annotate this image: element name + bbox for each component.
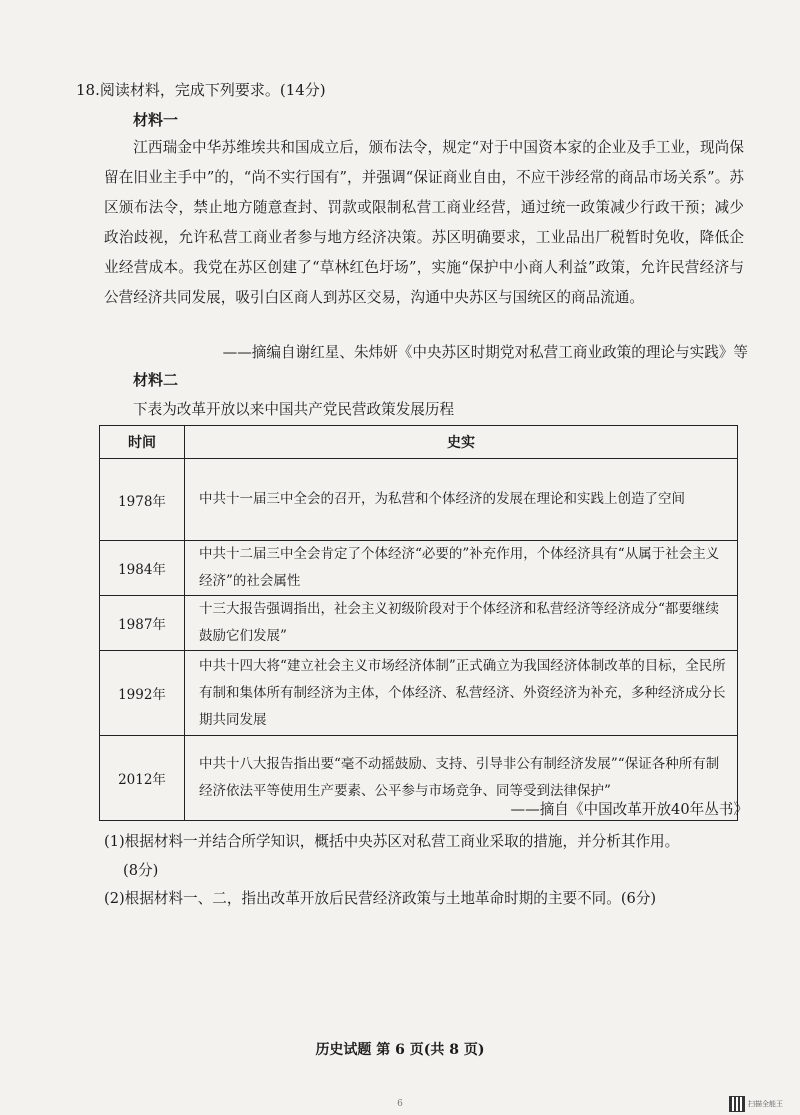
table-header-row xyxy=(100,426,738,459)
row-fact: 中共十一届三中全会的召开，为私营和个体经济的发展在理论和实践上创造了空间 xyxy=(185,459,738,541)
row-fact: 十三大报告强调指出，社会主义初级阶段对于个体经济和私营经济等经济成分“都要继续鼓励它们发展” xyxy=(185,596,738,651)
material2-title: 材料二 xyxy=(133,371,179,389)
table-row xyxy=(100,596,738,651)
qr-code-icon xyxy=(729,1096,745,1112)
table-row xyxy=(100,459,738,541)
row-fact: 中共十二届三中全会肯定了个体经济“必要的”补充作用，个体经济具有“从属于社会主义经济”的社会属性 xyxy=(185,541,738,596)
material1-source: ——摘编自谢红星、朱炜妍《中央苏区时期党对私营工商业政策的理论与实践》等 xyxy=(222,344,748,361)
page-number: 6 xyxy=(397,1099,403,1109)
sub-question-1: (1)根据材料一并结合所学知识，概括中央苏区对私营工商业采取的措施，并分析其作用。 xyxy=(104,833,680,850)
row-year: 1992年 xyxy=(100,651,185,736)
row-year: 1987年 xyxy=(100,596,185,651)
material1-title: 材料一 xyxy=(133,111,179,129)
table-row xyxy=(100,651,738,736)
header-time: 时间 xyxy=(100,426,185,459)
row-fact: 中共十八大报告指出要“毫不动摇鼓励、支持、引导非公有制经济发展”“保证各种所有制经济依法平等使用生产要素、公平参与市场竞争、同等受到法律保护” xyxy=(185,736,738,821)
policy-history-table xyxy=(99,425,738,821)
row-year: 2012年 xyxy=(100,736,185,821)
stamp-text: 扫描全能王 xyxy=(748,1100,783,1108)
row-fact: 中共十四大将“建立社会主义市场经济体制”正式确立为我国经济体制改革的目标，全民所有制和集体所有制经济为主体，个体经济、私营经济、外资经济为补充，多种经济成分长期共同发展 xyxy=(185,651,738,736)
material2-intro: 下表为改革开放以来中国共产党民营政策发展历程 xyxy=(133,401,455,418)
sub-question-2: (2)根据材料一、二，指出改革开放后民营经济政策与土地革命时期的主要不同。(6分) xyxy=(104,890,657,907)
header-fact: 史实 xyxy=(185,426,738,459)
page-footer: 历史试题 第 6 页(共 8 页) xyxy=(315,1042,485,1058)
scanner-stamp xyxy=(729,1096,783,1112)
row-year: 1984年 xyxy=(100,541,185,596)
question-header: 18.阅读材料，完成下列要求。(14分) xyxy=(76,81,326,99)
sub-question-1-score: (8分) xyxy=(123,862,159,879)
row-year: 1978年 xyxy=(100,459,185,541)
table-row xyxy=(100,541,738,596)
material2-source: ——摘自《中国改革开放40年丛书》 xyxy=(510,801,748,818)
material1-text: 江西瑞金中华苏维埃共和国成立后，颁布法令，规定“对于中国资本家的企业及手工业，现尚保留在旧业主手中”的，“尚不实行国有”，并强调“保证商业自由，不应干涉经常的商品市场关系”。苏区颁布法令，禁止地方随意查封、罚款或限制私营工商业经营，通过统一政策减少行政干预；减少政治歧视，允许私营工商业者参与地方经济决策。苏区明确要求，工业品出厂税暂时免收，降低企业经营成本。我党在苏区创建了“草林红色圩场”，实施“保护中小商人利益”政策，允许民营经济与公营经济共同发展，吸引白区商人到苏区交易，沟通中央苏区与国统区的商品流通。 xyxy=(104,139,744,306)
